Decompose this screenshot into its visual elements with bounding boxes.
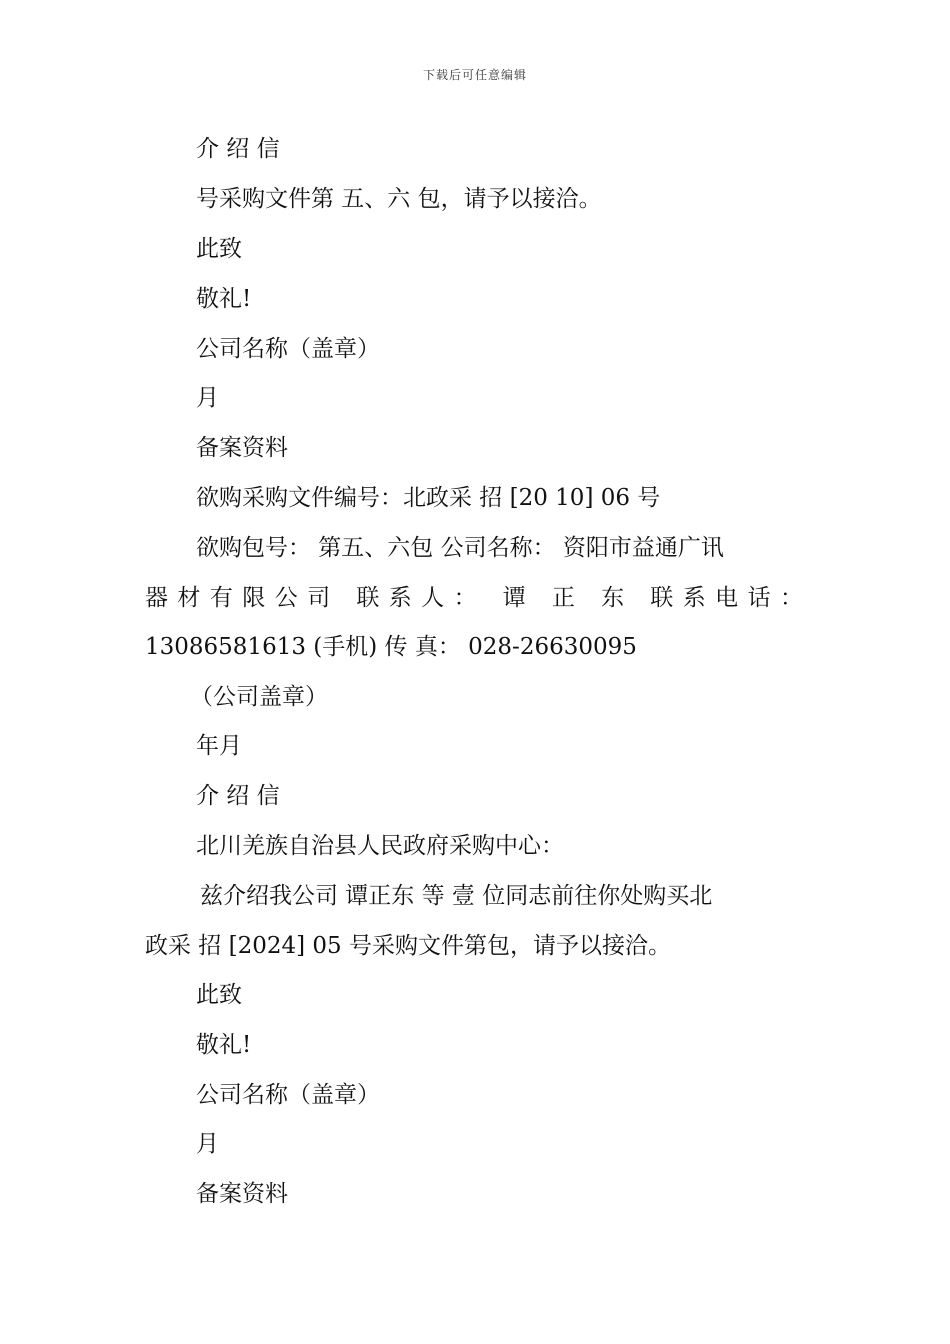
contact-line: 器材有限公司 联系人： 谭 正 东 联系电话： bbox=[145, 585, 803, 611]
date-line: 月 bbox=[196, 385, 219, 411]
company-seal-line: 公司名称（盖章） bbox=[196, 1082, 380, 1108]
company-seal-line: 公司名称（盖章） bbox=[196, 336, 380, 362]
section-title: 备案资料 bbox=[196, 1181, 288, 1207]
heading-introduction-letter: 介 绍 信 bbox=[196, 136, 280, 162]
closing-line: 此致 bbox=[196, 236, 242, 262]
company-seal-line: （公司盖章） bbox=[190, 684, 328, 710]
body-line: 政采 招 [2024] 05 号采购文件第包，请予以接洽。 bbox=[145, 933, 671, 959]
closing-line: 此致 bbox=[196, 982, 242, 1008]
phone-fax-line: 13086581613 (手机) 传 真： 028-26630095 bbox=[145, 634, 637, 660]
body-line: 号采购文件第 五、六 包，请予以接洽。 bbox=[196, 186, 602, 212]
salutation-line: 敬礼! bbox=[196, 1032, 252, 1058]
recipient-line: 北川羌族自治县人民政府采购中心： bbox=[196, 833, 564, 859]
date-line: 年月 bbox=[196, 733, 242, 759]
body-line: 兹介绍我公司 谭正东 等 壹 位同志前往你处购买北 bbox=[200, 883, 713, 909]
salutation-line: 敬礼! bbox=[196, 286, 252, 312]
package-line: 欲购包号： 第五、六包 公司名称： 资阳市益通广讯 bbox=[196, 535, 724, 561]
heading-introduction-letter: 介 绍 信 bbox=[196, 783, 280, 809]
document-number-line: 欲购采购文件编号：北政采 招 [20 10] 06 号 bbox=[196, 485, 661, 511]
header-note: 下载后可任意编辑 bbox=[422, 68, 527, 82]
section-title: 备案资料 bbox=[196, 435, 288, 461]
date-line: 月 bbox=[196, 1131, 219, 1157]
